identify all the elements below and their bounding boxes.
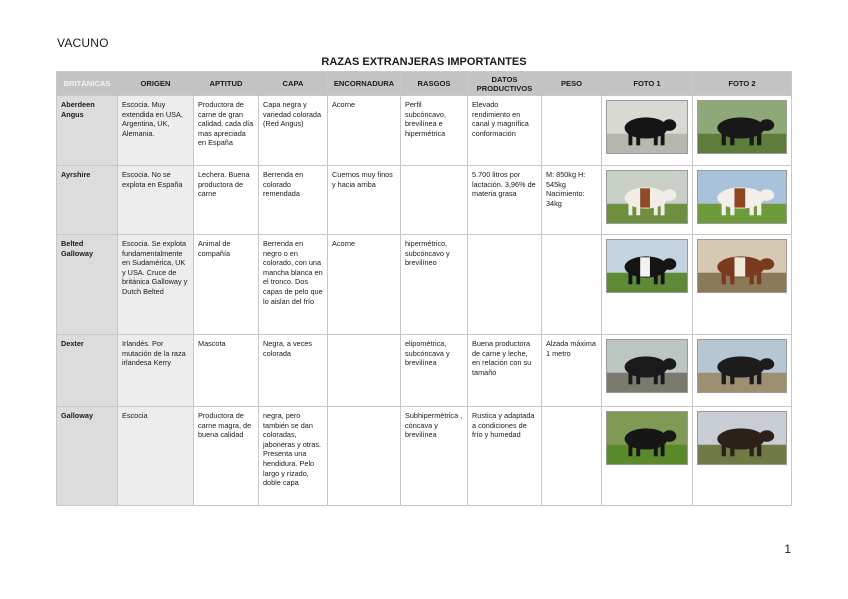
table-row [57, 166, 792, 235]
photo-cell [693, 407, 792, 506]
breed-name: Belted Galloway [57, 235, 118, 335]
col-header-rasgos: RASGOS [401, 72, 468, 96]
red-white-cow-photo-icon [697, 170, 787, 224]
peso-cell: Alzada máxima 1 metro [542, 335, 602, 407]
dexter-herd-photo-icon [697, 339, 787, 393]
peso-cell [542, 96, 602, 166]
breeds-table [56, 71, 792, 506]
photo-cell [693, 335, 792, 407]
col-header-foto-2: FOTO 2 [693, 72, 792, 96]
col-header-britanicas: BRITÁNICAS [57, 72, 118, 96]
datos-productivos-cell: 5.700 litros por lactación. 3,96% de materia grasa [468, 166, 542, 235]
encornadura-cell [328, 407, 401, 506]
red-white-bull-photo-icon [606, 170, 688, 224]
capa-cell: Negra, a veces colorada [259, 335, 328, 407]
photo-cell [693, 96, 792, 166]
origen-cell: Escocia [118, 407, 194, 506]
aptitud-cell: Animal de compañía [194, 235, 259, 335]
col-header-foto-1: FOTO 1 [602, 72, 693, 96]
belted-black-cow-photo-icon [606, 239, 688, 293]
col-header-datos-productivos: DATOS PRODUCTIVOS [468, 72, 542, 96]
breed-name: Galloway [57, 407, 118, 506]
photo-cell [602, 96, 693, 166]
black-bull-photo-icon [606, 100, 688, 154]
page-title: RAZAS EXTRANJERAS IMPORTANTES [321, 56, 527, 68]
breed-name: Ayrshire [57, 166, 118, 235]
rasgos-cell: Subhipermétrica , cóncava y brevilínea [401, 407, 468, 506]
encornadura-cell: Acorne [328, 96, 401, 166]
aptitud-cell: Productora de carne magra, de buena calidad [194, 407, 259, 506]
table-row [57, 407, 792, 506]
col-header-peso: PESO [542, 72, 602, 96]
dun-galloway-photo-icon [697, 411, 787, 465]
photo-cell [602, 235, 693, 335]
peso-cell [542, 235, 602, 335]
table-row [57, 235, 792, 335]
rasgos-cell: hipermétrico, subcóncavo y brevilíneo [401, 235, 468, 335]
aptitud-cell: Lechera. Buena productora de carne [194, 166, 259, 235]
table-row [57, 335, 792, 407]
col-header-aptitud: APTITUD [194, 72, 259, 96]
encornadura-cell [328, 335, 401, 407]
rasgos-cell [401, 166, 468, 235]
origen-cell: Escocia. Se explota fundamentalmente en Sudamérica, UK y USA. Cruce de británica Galloway y Dutch Belted [118, 235, 194, 335]
black-galloway-on-grass-photo-icon [606, 411, 688, 465]
origen-cell: Escocia. Muy extendida en USA, Argentina, UK, Alemania. [118, 96, 194, 166]
datos-productivos-cell: Rustica y adaptada a condiciones de frío y humedad [468, 407, 542, 506]
aptitud-cell: Mascota [194, 335, 259, 407]
peso-cell: M: 850kg H: 545kg Nacimiento: 34kg [542, 166, 602, 235]
origen-cell: Escocia. No se explota en España [118, 166, 194, 235]
col-header-capa: CAPA [259, 72, 328, 96]
table-row [57, 96, 792, 166]
encornadura-cell: Acorne [328, 235, 401, 335]
col-header-encornadura: ENCORNADURA [328, 72, 401, 96]
peso-cell [542, 407, 602, 506]
photo-cell [602, 335, 693, 407]
capa-cell: Berrenda en colorado remendada [259, 166, 328, 235]
datos-productivos-cell: Buena productora de carne y leche, en relación con su tamaño [468, 335, 542, 407]
capa-cell: Berrenda en negro o en colorado, con una mancha blanca en el tronco. Dos capas de pelo que lo aislan del frío [259, 235, 328, 335]
header-label: VACUNO [57, 36, 109, 50]
photo-cell [602, 407, 693, 506]
breed-name: Aberdeen Angus [57, 96, 118, 166]
capa-cell: negra, pero también se dan coloradas, jaboneras y otras. Presenta una hendidura. Pelo largo y rizado, doble capa [259, 407, 328, 506]
encornadura-cell: Cuernos muy finos y hacia arriba [328, 166, 401, 235]
photo-cell [693, 235, 792, 335]
col-header-origen: ORIGEN [118, 72, 194, 96]
page-number: 1 [784, 542, 791, 556]
black-calf-on-grass-photo-icon [697, 100, 787, 154]
datos-productivos-cell [468, 235, 542, 335]
rasgos-cell: elipométrica, subcóncava y brevilínea [401, 335, 468, 407]
aptitud-cell: Productora de carne de gran calidad, cada día mas apreciada en España [194, 96, 259, 166]
header-row [57, 72, 792, 96]
rasgos-cell: Perfil subcóncavo, brevilínea e hipermétrica [401, 96, 468, 166]
breed-name: Dexter [57, 335, 118, 407]
black-dexter-with-handler-photo-icon [606, 339, 688, 393]
origen-cell: Irlandés. Por mutación de la raza irlandesa Kerry [118, 335, 194, 407]
photo-cell [693, 166, 792, 235]
datos-productivos-cell: Elevado rendimiento en canal y magnífica conformación [468, 96, 542, 166]
photo-cell [602, 166, 693, 235]
capa-cell: Capa negra y variedad colorada (Red Angus) [259, 96, 328, 166]
belted-red-cow-photo-icon [697, 239, 787, 293]
